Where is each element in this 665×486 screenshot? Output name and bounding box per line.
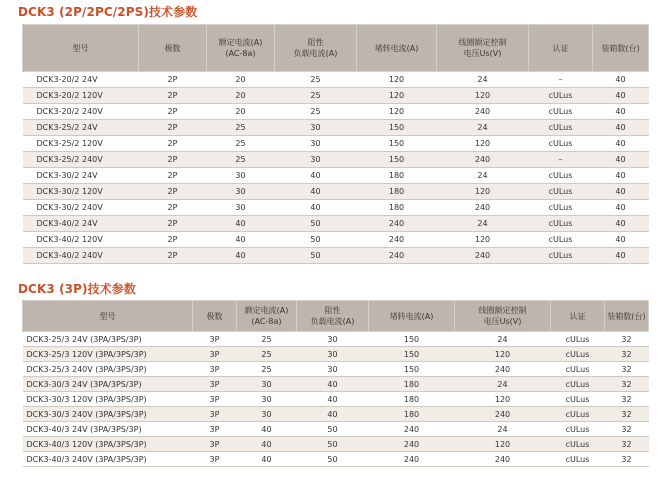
header-resistive-load-current: 阻性 负载电流(A): [275, 25, 357, 72]
cell-coil-voltage: 24: [455, 332, 551, 347]
cell-resistive-load-current: 25: [275, 104, 357, 120]
cell-locked-rotor-current: 180: [357, 200, 437, 216]
cell-resistive-load-current: 50: [297, 452, 369, 467]
cell-coil-voltage: 24: [455, 422, 551, 437]
cell-resistive-load-current: 30: [275, 152, 357, 168]
cell-poles: 2P: [139, 72, 207, 88]
header-certification: 认证: [551, 301, 605, 332]
table-row: [23, 136, 649, 152]
cell-coil-voltage: 24: [437, 168, 529, 184]
table-row: [23, 232, 649, 248]
cell-resistive-load-current: 25: [275, 88, 357, 104]
cell-poles: 2P: [139, 216, 207, 232]
cell-model: DCK3-25/2 240V: [23, 152, 139, 168]
cell-model: DCK3-30/3 120V (3PA/3PS/3P): [23, 392, 193, 407]
cell-model: DCK3-25/3 240V (3PA/3PS/3P): [23, 362, 193, 377]
table-body: [23, 72, 649, 264]
cell-locked-rotor-current: 120: [357, 88, 437, 104]
cell-certification: cULus: [529, 200, 593, 216]
cell-resistive-load-current: 40: [275, 184, 357, 200]
cell-rated-current: 30: [207, 184, 275, 200]
cell-coil-voltage: 120: [455, 392, 551, 407]
cell-poles: 2P: [139, 200, 207, 216]
cell-coil-voltage: 240: [437, 104, 529, 120]
cell-packing-quantity: 40: [593, 216, 649, 232]
header-model: 型号: [23, 301, 193, 332]
cell-poles: 2P: [139, 168, 207, 184]
cell-model: DCK3-30/2 120V: [23, 184, 139, 200]
cell-rated-current: 20: [207, 104, 275, 120]
cell-rated-current: 40: [207, 232, 275, 248]
cell-resistive-load-current: 40: [275, 200, 357, 216]
table-header-row: [23, 25, 649, 72]
cell-coil-voltage: 240: [437, 200, 529, 216]
header-model: 型号: [23, 25, 139, 72]
cell-certification: cULus: [551, 392, 605, 407]
cell-model: DCK3-30/3 240V (3PA/3PS/3P): [23, 407, 193, 422]
table-row: [23, 168, 649, 184]
cell-coil-voltage: 120: [437, 232, 529, 248]
cell-certification: cULus: [551, 422, 605, 437]
header-rated-current: 额定电流(A) (AC-8a): [237, 301, 297, 332]
table-row: [23, 200, 649, 216]
cell-rated-current: 20: [207, 72, 275, 88]
table-row: [23, 392, 649, 407]
cell-packing-quantity: 32: [605, 452, 649, 467]
cell-resistive-load-current: 25: [275, 72, 357, 88]
cell-coil-voltage: 120: [437, 136, 529, 152]
cell-packing-quantity: 32: [605, 347, 649, 362]
cell-locked-rotor-current: 240: [369, 422, 455, 437]
table-row: [23, 184, 649, 200]
header-poles: 极数: [139, 25, 207, 72]
cell-locked-rotor-current: 180: [369, 377, 455, 392]
cell-poles: 3P: [193, 362, 237, 377]
cell-model: DCK3-40/2 24V: [23, 216, 139, 232]
cell-poles: 2P: [139, 88, 207, 104]
cell-packing-quantity: 32: [605, 422, 649, 437]
cell-model: DCK3-25/2 24V: [23, 120, 139, 136]
cell-locked-rotor-current: 180: [369, 407, 455, 422]
cell-packing-quantity: 32: [605, 392, 649, 407]
cell-rated-current: 25: [207, 152, 275, 168]
cell-certification: –: [529, 72, 593, 88]
cell-rated-current: 40: [207, 248, 275, 264]
cell-locked-rotor-current: 150: [357, 152, 437, 168]
table1-title: DCK3 (2P/2PC/2PS)技术参数: [18, 5, 198, 19]
cell-certification: cULus: [551, 362, 605, 377]
cell-packing-quantity: 40: [593, 104, 649, 120]
cell-poles: 3P: [193, 392, 237, 407]
table-row: [23, 362, 649, 377]
cell-model: DCK3-20/2 120V: [23, 88, 139, 104]
cell-locked-rotor-current: 150: [369, 347, 455, 362]
cell-poles: 3P: [193, 377, 237, 392]
cell-certification: cULus: [529, 168, 593, 184]
table-row: [23, 72, 649, 88]
cell-packing-quantity: 40: [593, 88, 649, 104]
cell-certification: cULus: [529, 104, 593, 120]
cell-locked-rotor-current: 180: [369, 392, 455, 407]
header-packing-quantity: 装箱数(台): [605, 301, 649, 332]
table-row: [23, 437, 649, 452]
cell-packing-quantity: 40: [593, 136, 649, 152]
cell-locked-rotor-current: 240: [369, 437, 455, 452]
cell-poles: 2P: [139, 232, 207, 248]
cell-resistive-load-current: 30: [297, 347, 369, 362]
header-coil-voltage: 线圈额定控制 电压Us(V): [437, 25, 529, 72]
cell-poles: 2P: [139, 120, 207, 136]
cell-locked-rotor-current: 240: [357, 248, 437, 264]
header-resistive-load-current: 阻性 负载电流(A): [297, 301, 369, 332]
cell-rated-current: 25: [207, 136, 275, 152]
cell-coil-voltage: 240: [455, 362, 551, 377]
cell-locked-rotor-current: 240: [357, 232, 437, 248]
cell-certification: cULus: [529, 232, 593, 248]
cell-resistive-load-current: 50: [275, 216, 357, 232]
header-locked-rotor-current: 堵转电流(A): [369, 301, 455, 332]
cell-resistive-load-current: 30: [275, 120, 357, 136]
table-row: [23, 216, 649, 232]
cell-poles: 2P: [139, 136, 207, 152]
cell-poles: 3P: [193, 452, 237, 467]
cell-rated-current: 40: [237, 437, 297, 452]
cell-resistive-load-current: 50: [297, 422, 369, 437]
cell-resistive-load-current: 30: [297, 332, 369, 347]
cell-resistive-load-current: 50: [297, 437, 369, 452]
cell-model: DCK3-25/3 120V (3PA/3PS/3P): [23, 347, 193, 362]
cell-locked-rotor-current: 120: [357, 72, 437, 88]
cell-rated-current: 30: [237, 407, 297, 422]
cell-model: DCK3-40/3 24V (3PA/3PS/3P): [23, 422, 193, 437]
table-row: [23, 422, 649, 437]
cell-locked-rotor-current: 150: [369, 332, 455, 347]
cell-packing-quantity: 32: [605, 437, 649, 452]
cell-coil-voltage: 240: [455, 407, 551, 422]
cell-packing-quantity: 32: [605, 332, 649, 347]
cell-coil-voltage: 120: [455, 347, 551, 362]
cell-coil-voltage: 24: [437, 216, 529, 232]
table-row: [23, 407, 649, 422]
cell-certification: cULus: [551, 452, 605, 467]
cell-poles: 3P: [193, 347, 237, 362]
cell-locked-rotor-current: 150: [357, 136, 437, 152]
cell-coil-voltage: 120: [437, 88, 529, 104]
cell-model: DCK3-30/2 24V: [23, 168, 139, 184]
cell-certification: cULus: [529, 184, 593, 200]
cell-model: DCK3-20/2 240V: [23, 104, 139, 120]
cell-coil-voltage: 24: [437, 72, 529, 88]
cell-model: DCK3-40/2 120V: [23, 232, 139, 248]
cell-poles: 3P: [193, 407, 237, 422]
cell-poles: 3P: [193, 332, 237, 347]
table-row: [23, 347, 649, 362]
cell-rated-current: 30: [207, 200, 275, 216]
table-row: [23, 377, 649, 392]
cell-packing-quantity: 32: [605, 407, 649, 422]
cell-resistive-load-current: 40: [297, 392, 369, 407]
cell-certification: –: [529, 152, 593, 168]
cell-coil-voltage: 24: [455, 377, 551, 392]
table-row: [23, 332, 649, 347]
spec-table-3p: [22, 300, 649, 467]
table-header-row: [23, 301, 649, 332]
table-row: [23, 104, 649, 120]
cell-locked-rotor-current: 150: [357, 120, 437, 136]
cell-locked-rotor-current: 240: [369, 452, 455, 467]
cell-packing-quantity: 40: [593, 184, 649, 200]
cell-packing-quantity: 40: [593, 168, 649, 184]
cell-packing-quantity: 40: [593, 232, 649, 248]
cell-model: DCK3-20/2 24V: [23, 72, 139, 88]
cell-coil-voltage: 240: [437, 248, 529, 264]
cell-rated-current: 25: [237, 362, 297, 377]
cell-rated-current: 40: [237, 452, 297, 467]
cell-rated-current: 20: [207, 88, 275, 104]
cell-model: DCK3-40/2 240V: [23, 248, 139, 264]
header-coil-voltage: 线圈额定控制 电压Us(V): [455, 301, 551, 332]
cell-model: DCK3-30/3 24V (3PA/3PS/3P): [23, 377, 193, 392]
cell-model: DCK3-30/2 240V: [23, 200, 139, 216]
header-packing-quantity: 装箱数(台): [593, 25, 649, 72]
table-row: [23, 452, 649, 467]
cell-rated-current: 30: [237, 377, 297, 392]
cell-certification: cULus: [551, 347, 605, 362]
cell-poles: 2P: [139, 248, 207, 264]
cell-packing-quantity: 32: [605, 377, 649, 392]
cell-rated-current: 25: [207, 120, 275, 136]
cell-resistive-load-current: 50: [275, 248, 357, 264]
cell-locked-rotor-current: 120: [357, 104, 437, 120]
header-certification: 认证: [529, 25, 593, 72]
cell-certification: cULus: [529, 136, 593, 152]
cell-locked-rotor-current: 180: [357, 168, 437, 184]
cell-packing-quantity: 40: [593, 248, 649, 264]
header-poles: 极数: [193, 301, 237, 332]
cell-poles: 2P: [139, 152, 207, 168]
cell-coil-voltage: 240: [437, 152, 529, 168]
cell-resistive-load-current: 30: [297, 362, 369, 377]
cell-resistive-load-current: 40: [297, 377, 369, 392]
cell-rated-current: 30: [237, 392, 297, 407]
cell-model: DCK3-40/3 120V (3PA/3PS/3P): [23, 437, 193, 452]
cell-rated-current: 25: [237, 332, 297, 347]
cell-certification: cULus: [551, 407, 605, 422]
cell-packing-quantity: 40: [593, 72, 649, 88]
cell-locked-rotor-current: 180: [357, 184, 437, 200]
table-row: [23, 120, 649, 136]
cell-poles: 2P: [139, 184, 207, 200]
cell-packing-quantity: 40: [593, 152, 649, 168]
cell-poles: 3P: [193, 437, 237, 452]
cell-packing-quantity: 32: [605, 362, 649, 377]
cell-locked-rotor-current: 240: [357, 216, 437, 232]
cell-resistive-load-current: 30: [275, 136, 357, 152]
cell-resistive-load-current: 40: [275, 168, 357, 184]
cell-model: DCK3-25/3 24V (3PA/3PS/3P): [23, 332, 193, 347]
cell-poles: 2P: [139, 104, 207, 120]
cell-coil-voltage: 120: [437, 184, 529, 200]
table-row: [23, 248, 649, 264]
spec-table-2p: [22, 24, 649, 264]
cell-certification: cULus: [551, 377, 605, 392]
cell-resistive-load-current: 40: [297, 407, 369, 422]
header-rated-current: 额定电流(A) (AC-8a): [207, 25, 275, 72]
table-row: [23, 152, 649, 168]
cell-certification: cULus: [529, 88, 593, 104]
cell-rated-current: 25: [237, 347, 297, 362]
table-row: [23, 88, 649, 104]
cell-certification: cULus: [551, 437, 605, 452]
cell-model: DCK3-25/2 120V: [23, 136, 139, 152]
cell-poles: 3P: [193, 422, 237, 437]
cell-resistive-load-current: 50: [275, 232, 357, 248]
cell-packing-quantity: 40: [593, 200, 649, 216]
header-locked-rotor-current: 堵转电流(A): [357, 25, 437, 72]
cell-rated-current: 30: [207, 168, 275, 184]
table2-title: DCK3 (3P)技术参数: [18, 282, 137, 296]
cell-model: DCK3-40/3 240V (3PA/3PS/3P): [23, 452, 193, 467]
cell-certification: cULus: [529, 216, 593, 232]
cell-certification: cULus: [529, 120, 593, 136]
table-body: [23, 332, 649, 467]
cell-certification: cULus: [529, 248, 593, 264]
cell-coil-voltage: 240: [455, 452, 551, 467]
cell-coil-voltage: 24: [437, 120, 529, 136]
cell-coil-voltage: 120: [455, 437, 551, 452]
cell-rated-current: 40: [207, 216, 275, 232]
cell-certification: cULus: [551, 332, 605, 347]
cell-locked-rotor-current: 150: [369, 362, 455, 377]
cell-rated-current: 40: [237, 422, 297, 437]
cell-packing-quantity: 40: [593, 120, 649, 136]
